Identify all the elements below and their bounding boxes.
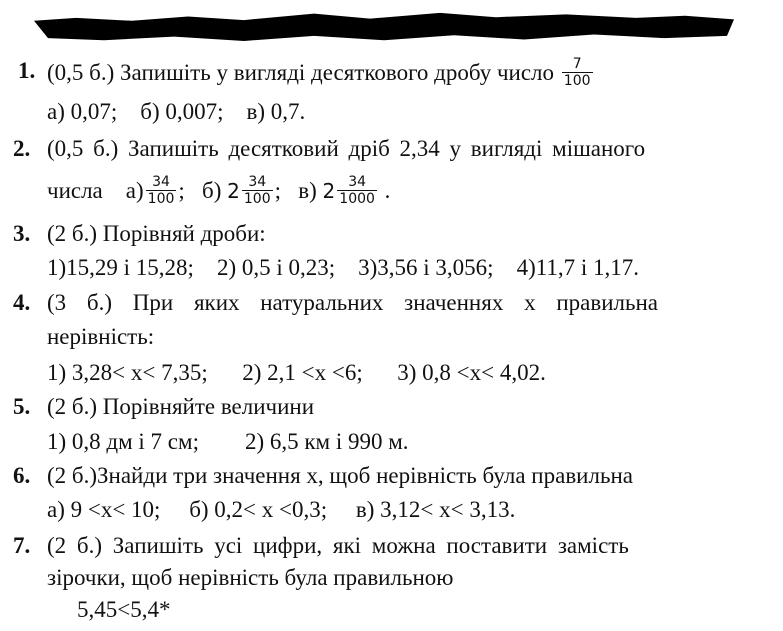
question-number: 6. xyxy=(13,463,31,488)
answer-options: а) 0,07; б) 0,007; в) 0,7. xyxy=(47,99,306,124)
question-number: 1. xyxy=(18,58,36,83)
question-number: 3. xyxy=(13,221,31,246)
question-text: (2 б.) Порівняй дроби: xyxy=(47,221,266,246)
question-text-cont: нерівність: xyxy=(47,324,155,349)
fraction-a: $\frac{34}{100}$ xyxy=(147,174,175,207)
answer-expression: 5,45<5,4* xyxy=(77,597,171,622)
question-number: 2. xyxy=(13,136,31,161)
answer-options: а) 9 <x< 10; б) 0,2< x <0,3; в) 3,12< x< 3,13. xyxy=(47,497,516,522)
answer-options: 1) 3,28< x< 7,35; 2) 2,1 <x <6; 3) 0,8 <x< 4,02. xyxy=(47,360,546,385)
fraction-c: $\frac{34}{1000}$ xyxy=(339,174,375,207)
answer-options: 1) 0,8 дм і 7 см; 2) 6,5 км і 990 м. xyxy=(47,429,409,454)
answer-options: числа а) $\frac{34}{100}$ ; б) 2 $\frac{34}{100}$ ; в) 2 $\frac{34}{1000}$ . xyxy=(47,174,391,207)
question-text-cont: зірочки, щоб нерівність була правильною xyxy=(47,565,454,590)
redacted-header xyxy=(34,10,734,46)
fraction: $\frac{7}{100}$ xyxy=(563,56,591,89)
fraction-b: $\frac{34}{100}$ xyxy=(243,174,271,207)
question-text: (2 б.) Запишіть усі цифри, які можна поставити замість xyxy=(47,533,629,558)
question-text: (3 б.) При яких натуральних значеннях х правильна xyxy=(47,290,658,315)
question-text: (0,5 б.) Запишіть десятковий дріб 2,34 у вигляді мішаного xyxy=(47,136,646,161)
question-text: (2 б.)Знайди три значення х, щоб нерівність була правильна xyxy=(47,463,633,488)
question-number: 7. xyxy=(13,533,31,558)
question-text: (0,5 б.) Запишіть у вигляді десяткового дробу число $\frac{7}{100}$ xyxy=(47,56,591,89)
question-number: 5. xyxy=(13,394,31,419)
question-number: 4. xyxy=(13,290,31,315)
answer-options: 1)15,29 і 15,28; 2) 0,5 і 0,23; 3)3,56 і 3,056; 4)11,7 і 1,17. xyxy=(47,255,640,280)
question-text: (2 б.) Порівняйте величини xyxy=(47,394,315,419)
